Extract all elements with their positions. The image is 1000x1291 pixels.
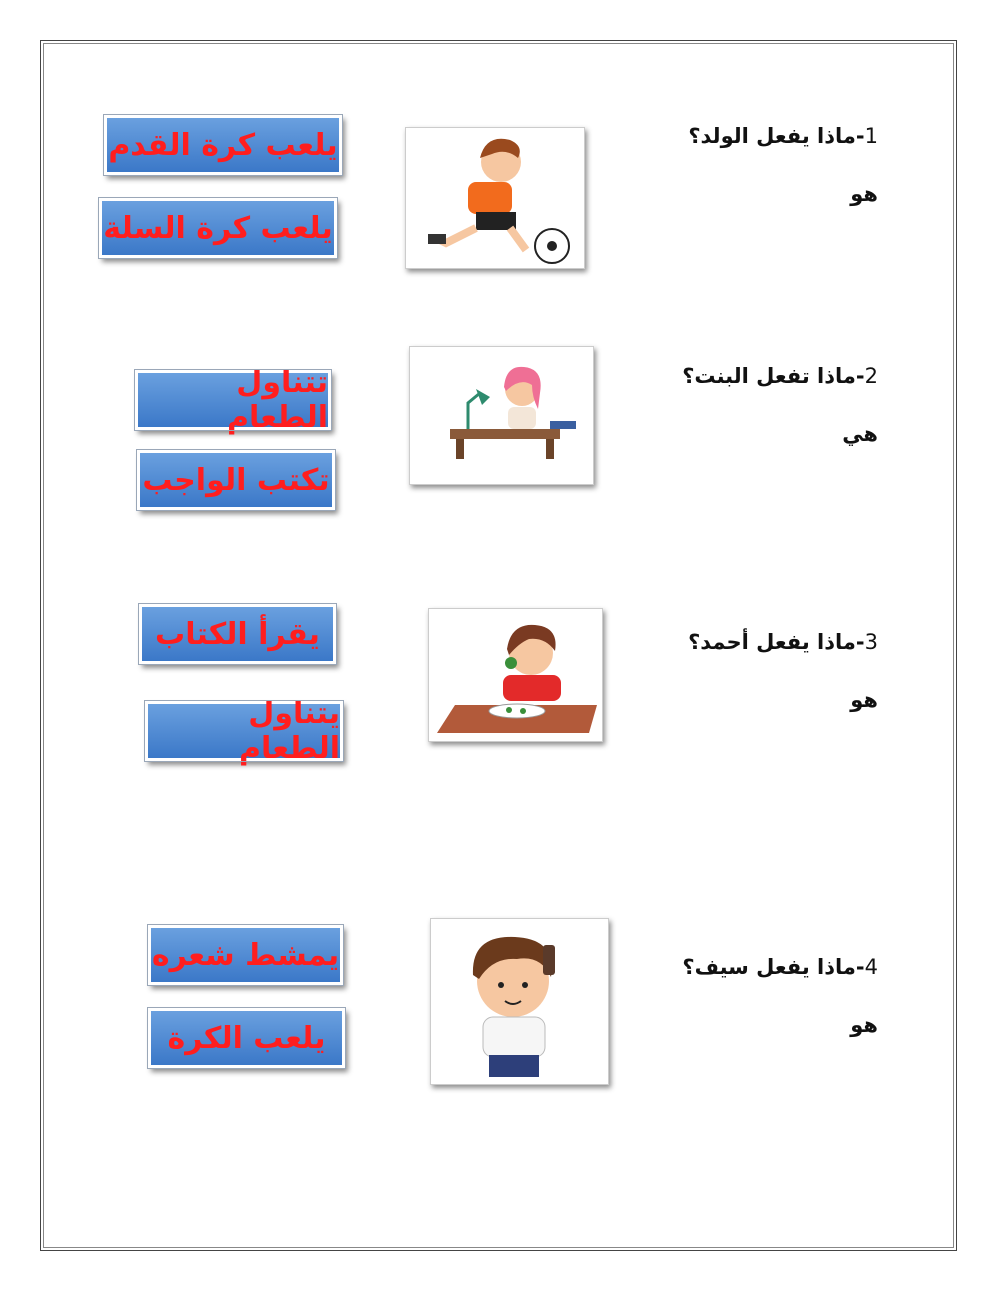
answer-choice-button[interactable]: يلعب الكرة <box>148 1008 345 1068</box>
answer-pronoun: هو <box>850 1013 878 1037</box>
question-text: -ماذا يفعل سيف؟ <box>682 955 865 979</box>
boy-eating-image <box>428 608 603 742</box>
answer-choice-button[interactable]: تكتب الواجب <box>137 450 335 510</box>
answer-choice-button[interactable]: يلعب كرة السلة <box>99 198 337 258</box>
boy-playing-soccer-image <box>405 127 585 269</box>
question-3 <box>688 630 878 654</box>
question-1 <box>688 124 878 148</box>
answer-choice-button[interactable]: تتناول الطعام <box>135 370 331 430</box>
question-text: -ماذا يفعل الولد؟ <box>688 124 865 148</box>
answer-choice-button[interactable]: يتناول الطعام <box>145 701 343 761</box>
answer-choice-button[interactable]: يلعب كرة القدم <box>104 115 342 175</box>
answer-pronoun: هو <box>850 182 878 206</box>
answer-choice-button[interactable]: يقرأ الكتاب <box>139 604 336 664</box>
question-number: 2 <box>864 364 878 388</box>
question-number: 4 <box>864 955 878 979</box>
question-4 <box>682 955 878 979</box>
question-number: 3 <box>864 630 878 654</box>
question-text: -ماذا تفعل البنت؟ <box>682 364 865 388</box>
boy-combing-hair-image <box>430 918 609 1085</box>
question-text: -ماذا يفعل أحمد؟ <box>688 630 865 654</box>
girl-writing-at-desk-image <box>409 346 594 485</box>
answer-choice-button[interactable]: يمشط شعره <box>148 925 343 985</box>
question-2 <box>682 364 878 388</box>
question-number: 1 <box>864 124 878 148</box>
answer-pronoun: هي <box>842 422 878 446</box>
answer-pronoun: هو <box>850 688 878 712</box>
